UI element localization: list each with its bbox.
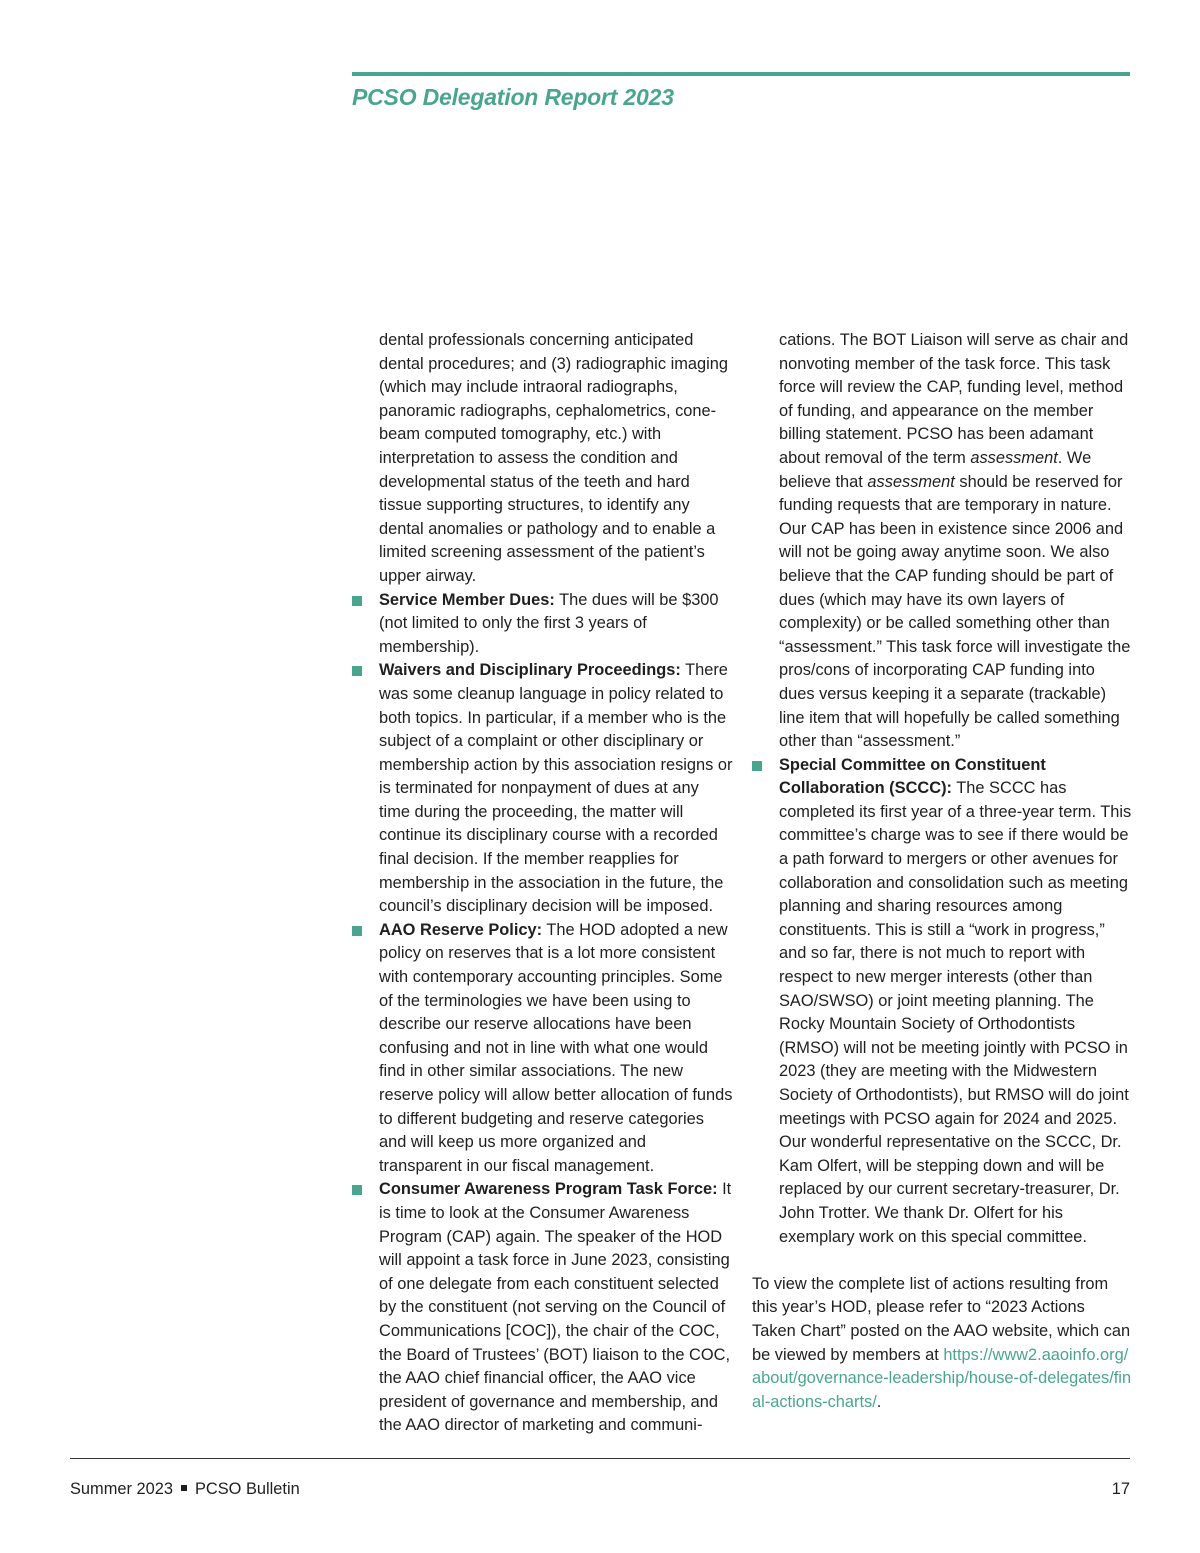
continuation-text: . We believe that xyxy=(779,448,1092,491)
bullet-term: Special Committee on Constituent Collaboration (SCCC): xyxy=(779,755,1046,798)
square-bullet-icon xyxy=(352,926,362,936)
square-bullet-icon xyxy=(352,666,362,676)
bullet-text: The HOD adopted a new policy on reserves that is a lot more consistent with contemporary accounting principles. Some of the terminologies we have been using to describe our reserve allocations have been confusing and not in line with what one would find in other similar associations. The new reserve policy will allow better allocation of funds to different budgeting and reserve categories and will keep us more organized and transparent in our fiscal management. xyxy=(379,920,733,1175)
closing-paragraph xyxy=(752,1273,1132,1415)
bullet-service-member-dues xyxy=(379,589,733,660)
bullet-text: It is time to look at the Consumer Awareness Program (CAP) again. The speaker of the HOD will appoint a task force in June 2023, consisting of one delegate from each constituent selected by the constituent (not serving on the Council of Communications [COC]), the chair of the COC, the Board of Trustees’ (BOT) liaison to the COC, the AAO chief financial officer, the AAO vice president of governance and membership, and the AAO director of marketing and communi- xyxy=(379,1180,732,1435)
bullet-text: There was some cleanup language in policy related to both topics. In particular, if a member who is the subject of a complaint or other disciplinary or membership action by this association resigns or is terminated for nonpayment of dues at any time during the proceeding, the matter will continue its disciplinary course with a recorded final decision. If the member reapplies for membership in the association in the future, the council’s disciplinary decision will be imposed. xyxy=(379,661,733,916)
right-column xyxy=(752,329,1132,1414)
page-title: PCSO Delegation Report 2023 xyxy=(352,84,674,110)
bullet-cap-task-force xyxy=(379,1178,733,1438)
emphasis-term: assessment xyxy=(867,472,955,491)
footer-rule xyxy=(70,1458,1130,1459)
header-rule xyxy=(352,72,1130,76)
square-bullet-icon xyxy=(752,761,762,771)
actions-chart-link[interactable]: https://www2.aaoinfo.org/about/governance-leadership/house-of-delegates/final-actions-charts/ xyxy=(752,1345,1132,1411)
page-number: 17 xyxy=(1111,1480,1130,1498)
continuation-text: cations. The BOT Liaison will serve as chair and nonvoting member of the task force. This task force will review the CAP, funding level, method of funding, and appearance on the member billing statement. PCSO has been adamant about removal of the term xyxy=(779,331,1129,467)
bullet-sccc xyxy=(752,754,1132,1249)
continuation-paragraph xyxy=(752,329,1132,754)
emphasis-term: assessment xyxy=(970,448,1058,467)
bullet-reserve-policy xyxy=(379,919,733,1179)
bullet-text: The dues will be $300 (not limited to only the first 3 years of membership). xyxy=(379,590,719,656)
continuation-text: should be reserved for funding requests that are temporary in nature. Our CAP has been in existence since 2006 and will not be going away anytime soon. We also believe that the CAP funding should be part of dues (which may have its own layers of complexity) or be called something other than “assessment.” This task force will investigate the pros/cons of incorporating CAP funding into dues versus keeping it a separate (trackable) line item that will hopefully be called something other than “assessment.” xyxy=(779,472,1131,751)
left-column xyxy=(379,329,733,1438)
bullet-term: Service Member Dues: xyxy=(379,590,555,609)
square-bullet-icon xyxy=(352,1185,362,1195)
separator-square-icon xyxy=(181,1485,187,1491)
square-bullet-icon xyxy=(352,596,362,606)
closing-text: To view the complete list of actions resulting from this year’s HOD, please refer to “2023 Actions Taken Chart” posted on the AAO website, which can be viewed by members at xyxy=(752,1274,1131,1364)
footer-publication: PCSO Bulletin xyxy=(194,1480,300,1498)
bullet-text: The SCCC has completed its first year of a three-year term. This committee’s charge was to see if there would be a path forward to mergers or other avenues for collaboration and consolidation such as meeting planning and sharing resources among constituents. This is still a “work in progress,” and so far, there is not much to report with respect to new merger interests (other than SAO/SWSO) or joint meeting planning. The Rocky Mountain Society of Orthodontists (RMSO) will not be meeting jointly with PCSO in 2023 (they are meeting with the Midwestern Society of Orthodontists), but RMSO will do joint meetings with PCSO again for 2024 and 2025. Our wonderful representative on the SCCC, Dr. Kam Olfert, will be stepping down and will be replaced by our current secretary-treasurer, Dr. John Trotter. We thank Dr. Olfert for his exemplary work on this special committee. xyxy=(779,779,1132,1246)
bullet-waivers xyxy=(379,659,733,919)
bullet-term: AAO Reserve Policy: xyxy=(379,920,543,939)
bullet-term: Waivers and Disciplinary Proceedings: xyxy=(379,661,681,680)
bullet-term: Consumer Awareness Program Task Force: xyxy=(379,1180,718,1199)
footer-issue: Summer 2023 xyxy=(70,1480,173,1498)
footer-issue-line xyxy=(70,1480,300,1499)
intro-paragraph: dental professionals concerning anticipated dental procedures; and (3) radiographic imaging (which may include intraoral radiographs, panoramic radiographs, cephalometrics, cone-beam computed tomography, etc.) with interpretation to assess the condition and developmental status of the teeth and hard tissue supporting structures, to identify any dental anomalies or pathology and to enable a limited screening assessment of the patient’s upper airway. xyxy=(379,331,728,585)
closing-period: . xyxy=(876,1392,882,1411)
